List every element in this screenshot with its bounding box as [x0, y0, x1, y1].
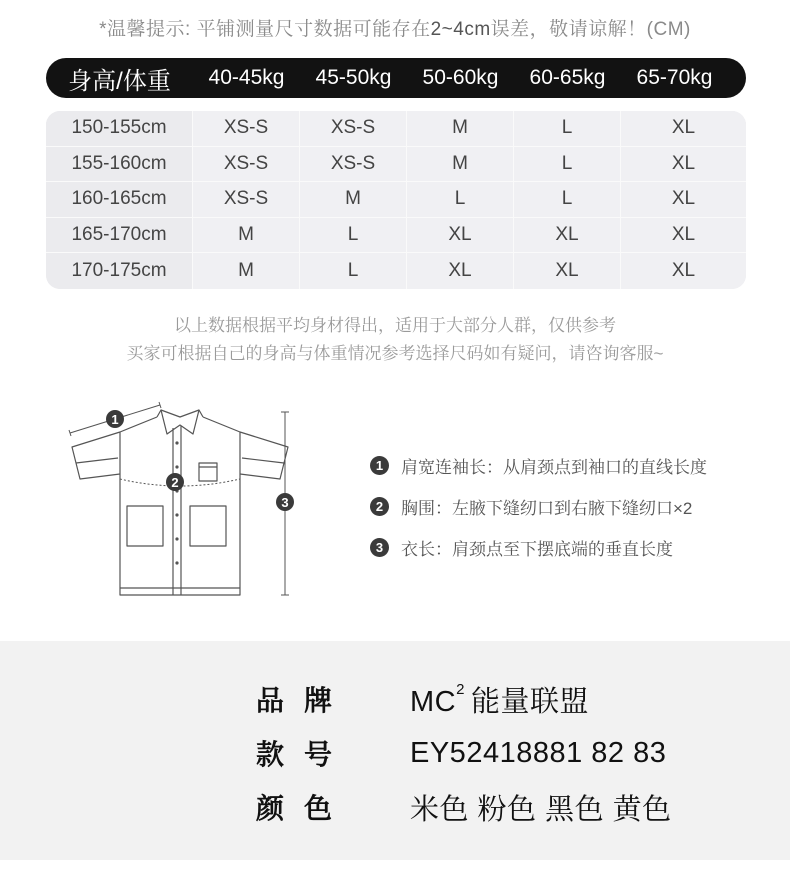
size-cell: L [514, 147, 621, 182]
legend-item [370, 445, 707, 486]
shirt-outline-icon [60, 395, 310, 610]
table-row [46, 182, 746, 218]
height-cell: 150-155cm [46, 111, 193, 146]
size-cell: M [300, 182, 407, 217]
brand-label: 品牌 [256, 685, 353, 716]
size-cell: L [514, 111, 621, 146]
measurement-legend [370, 445, 707, 568]
marker-3: 3 [281, 495, 289, 510]
height-cell: 160-165cm [46, 182, 193, 217]
brand-row [256, 679, 589, 719]
table-row [46, 111, 746, 147]
model-value: EY52418881 82 83 [410, 736, 667, 769]
size-cell: XL [514, 253, 621, 289]
size-cell: M [193, 253, 300, 289]
model-label: 款号 [256, 739, 353, 770]
size-cell: M [193, 218, 300, 253]
legend-item [370, 486, 707, 527]
legend-text: 衣长：肩颈点至下摆底端的垂直长度 [401, 540, 673, 559]
number-badge-icon: 2 [370, 497, 389, 516]
size-cell: XL [621, 218, 746, 253]
color-label: 颜色 [256, 793, 353, 824]
size-cell: XL [621, 182, 746, 217]
size-notice [0, 14, 790, 41]
height-cell: 170-175cm [46, 253, 193, 289]
size-cell: XL [621, 147, 746, 182]
weight-column-header: 60-65kg [529, 66, 606, 89]
legend-item [370, 527, 707, 568]
size-cell: XS-S [193, 147, 300, 182]
table-row [46, 147, 746, 183]
size-cell: XL [407, 218, 514, 253]
color-value: 米色 粉色 黑色 黄色 [410, 793, 672, 826]
size-cell: M [407, 147, 514, 182]
size-cell: XL [621, 111, 746, 146]
size-table [46, 111, 746, 289]
size-cell: XS-S [193, 111, 300, 146]
notice-range: 2~4cm [430, 19, 491, 40]
size-cell: XS-S [300, 147, 407, 182]
corner-label: 身高/体重 [68, 67, 171, 95]
color-row [256, 787, 672, 827]
number-badge-icon: 1 [370, 456, 389, 475]
height-cell: 165-170cm [46, 218, 193, 253]
product-info-panel [0, 641, 790, 860]
weight-column-header: 65-70kg [636, 66, 713, 89]
legend-text: 肩宽连袖长：从肩颈点到袖口的直线长度 [401, 458, 707, 477]
marker-1: 1 [111, 412, 119, 427]
table-row [46, 253, 746, 289]
model-row [256, 733, 666, 773]
size-cell: XL [621, 253, 746, 289]
garment-measurement-diagram [60, 395, 310, 610]
size-cell: L [514, 182, 621, 217]
brand-superscript: 2 [456, 680, 465, 698]
notice-prefix: *温馨提示: 平铺测量尺寸数据可能存在 [99, 19, 431, 40]
size-cell: XL [514, 218, 621, 253]
table-row [46, 218, 746, 254]
weight-column-header: 45-50kg [315, 66, 392, 89]
size-cell: L [300, 218, 407, 253]
size-cell: L [407, 182, 514, 217]
height-cell: 155-160cm [46, 147, 193, 182]
sizing-advice [0, 312, 790, 368]
brand-suffix: 能量联盟 [470, 685, 589, 718]
size-cell: XS-S [300, 111, 407, 146]
notice-suffix: 误差，敬请谅解！(CM) [490, 19, 691, 40]
size-cell: L [300, 253, 407, 289]
brand-prefix: MC [410, 685, 457, 718]
weight-column-header: 40-45kg [208, 66, 285, 89]
marker-2: 2 [171, 475, 179, 490]
advice-line: 以上数据根据平均身材得出，适用于大部分人群，仅供参考 [174, 316, 616, 335]
brand-value [410, 679, 589, 720]
number-badge-icon: 3 [370, 538, 389, 557]
size-cell: XS-S [193, 182, 300, 217]
weight-column-header: 50-60kg [422, 66, 499, 89]
advice-line: 买家可根据自己的身高与体重情况参考选择尺码如有疑问，请咨询客服~ [126, 344, 664, 363]
legend-text: 胸围：左腋下缝纫口到右腋下缝纫口×2 [401, 499, 693, 518]
size-cell: XL [407, 253, 514, 289]
size-cell: M [407, 111, 514, 146]
size-table-header [46, 58, 746, 98]
